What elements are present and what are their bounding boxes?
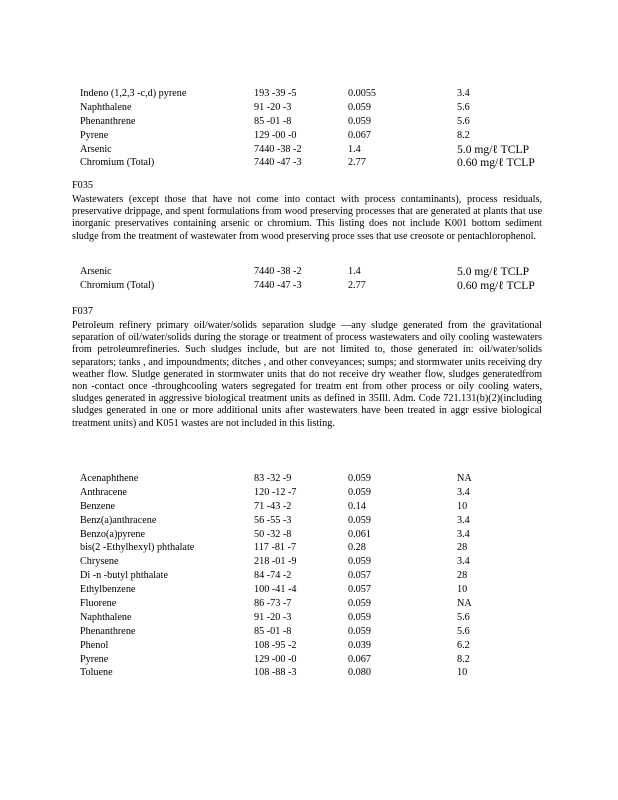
constituent-name: Phenanthrene	[80, 115, 136, 127]
wastewater-standard: 0.059	[348, 625, 371, 637]
f037-description: Petroleum refinery primary oil/water/solids separation sludge —any sludge generated from the gravitational separation of oil/water/solids during the storage or treatment of process wastewaters and oily cooling wastewaters from petroleumrefineries. Such sludges include, but are not limited to, those generated in: oil/water/solids separators; tanks , and impoundments; ditches , and other conveyances; sumps; and stormwater units receiving dry weather flow. Sludge generated in stormwater units that do not receive dry weather flow, sludges generatedfrom non -contact once -throughcooling waters segregated for treatm ent from other process or oily cooling waters, sludges generated in aggressive biological treatment units as defined in 35Ill. Adm. Code 721.131(b)(2)(including sludges generated in one or more additional units after wastewaters have been treated in aggr essive biological treatment units) and K051 wastes are not included in this listing.	[72, 320, 542, 429]
constituent-name: Ethylbenzene	[80, 584, 136, 596]
wastewater-standard: 0.059	[348, 473, 371, 484]
wastewater-standard: 0.061	[348, 528, 371, 540]
waste-code-f035: F035	[72, 180, 93, 191]
cas-number: 7440 -47 -3	[254, 157, 302, 169]
table-row	[80, 555, 550, 569]
cas-number: 83 -32 -9	[254, 473, 292, 484]
wastewater-standard: 0.067	[348, 129, 371, 141]
constituent-name: Naphthalene	[80, 611, 132, 623]
cas-number: 56 -55 -3	[254, 514, 292, 526]
cas-number: 7440 -38 -2	[254, 143, 302, 155]
cas-number: 193 -39 -5	[254, 88, 297, 99]
table-row	[80, 611, 550, 625]
wastewater-standard: 0.059	[348, 101, 371, 113]
wastewater-standard: 0.14	[348, 500, 366, 512]
table-row	[80, 87, 550, 101]
wastewater-standard: 1.4	[348, 143, 361, 155]
nonwastewater-standard: 5.6	[457, 611, 470, 623]
nonwastewater-standard: NA	[457, 473, 472, 484]
constituent-name: Benzene	[80, 500, 116, 512]
constituent-name: bis(2 -Ethylhexyl) phthalate	[80, 542, 195, 554]
table-row	[80, 569, 550, 583]
constituent-name: Naphthalene	[80, 101, 132, 113]
cas-number: 91 -20 -3	[254, 101, 292, 113]
nonwastewater-standard: 3.4	[457, 514, 470, 526]
nonwastewater-standard: 5.0 mg/ℓ TCLP	[457, 265, 530, 278]
table-row	[80, 265, 550, 279]
cas-number: 91 -20 -3	[254, 611, 292, 623]
wastewater-standard: 0.080	[348, 667, 371, 679]
constituent-name: Pyrene	[80, 129, 109, 141]
wastewater-standard: 0.059	[348, 115, 371, 127]
constituent-name: Anthracene	[80, 486, 127, 498]
wastewater-standard: 0.057	[348, 584, 371, 596]
table-row	[80, 472, 550, 486]
waste-code-f037: F037	[72, 306, 93, 317]
cas-number: 86 -73 -7	[254, 598, 292, 610]
constituent-name: Phenol	[80, 639, 109, 651]
constituent-name: Fluorene	[80, 598, 117, 610]
table-row	[80, 653, 550, 667]
constituent-name: Toluene	[80, 667, 113, 679]
table-row	[80, 115, 550, 129]
table-row	[80, 156, 550, 170]
constituent-name: Di -n -butyl phthalate	[80, 570, 168, 582]
nonwastewater-standard: 5.6	[457, 115, 470, 127]
nonwastewater-standard: 0.60 mg/ℓ TCLP	[457, 278, 535, 292]
cas-number: 218 -01 -9	[254, 556, 297, 568]
f035-description: Wastewaters (except those that have not come into contact with process contaminants), process residuals, preservative drippage, and spent formulations from wood preserving processes that are generated at plants that use inorganic preservatives containing arsenic or chromium. This listing does not include K001 bottom sediment sludge from the treatment of wastewater from wood preserving proce sses that use creosote or pentachlorophenol.	[72, 194, 542, 242]
table-row	[80, 639, 550, 653]
wastewater-standard: 0.057	[348, 570, 371, 582]
nonwastewater-standard: 10	[457, 584, 468, 596]
nonwastewater-standard: 5.6	[457, 101, 470, 113]
wastewater-standard: 0.067	[348, 653, 371, 665]
constituent-name: Indeno (1,2,3 -c,d) pyrene	[80, 88, 187, 99]
constituent-name: Acenaphthene	[80, 473, 139, 484]
nonwastewater-standard: NA	[457, 598, 472, 610]
cas-number: 129 -00 -0	[254, 653, 297, 665]
table-row	[80, 625, 550, 639]
table-row	[80, 129, 550, 143]
nonwastewater-standard: 3.4	[457, 528, 470, 540]
table-row	[80, 279, 550, 293]
nonwastewater-standard: 5.0 mg/ℓ TCLP	[457, 142, 530, 156]
wastewater-standard: 0.059	[348, 556, 371, 568]
table-row	[80, 528, 550, 542]
wastewater-standard: 0.059	[348, 486, 371, 498]
table-row	[80, 666, 550, 680]
constituent-name: Phenanthrene	[80, 625, 136, 637]
wastewater-standard: 2.77	[348, 279, 366, 291]
cas-number: 7440 -38 -2	[254, 266, 302, 277]
nonwastewater-standard: 10	[457, 500, 468, 512]
cas-number: 117 -81 -7	[254, 542, 297, 554]
wastewater-standard: 2.77	[348, 157, 366, 169]
cas-number: 50 -32 -8	[254, 528, 292, 540]
constituent-name: Arsenic	[80, 143, 112, 155]
constituent-name: Benzo(a)pyrene	[80, 528, 146, 540]
nonwastewater-standard: 28	[457, 542, 468, 554]
cas-number: 71 -43 -2	[254, 500, 292, 512]
constituent-name: Chromium (Total)	[80, 279, 155, 291]
cas-number: 108 -95 -2	[254, 639, 297, 651]
cas-number: 85 -01 -8	[254, 115, 292, 127]
constituent-name: Chromium (Total)	[80, 157, 155, 169]
wastewater-standard: 0.059	[348, 598, 371, 610]
table-row	[80, 500, 550, 514]
nonwastewater-standard: 28	[457, 570, 468, 582]
wastewater-standard: 0.059	[348, 514, 371, 526]
wastewater-standard: 1.4	[348, 266, 361, 277]
constituent-table-continued	[80, 87, 550, 170]
nonwastewater-standard: 0.60 mg/ℓ TCLP	[457, 156, 535, 170]
table-row	[80, 514, 550, 528]
cas-number: 7440 -47 -3	[254, 279, 302, 291]
f037-constituent-table	[80, 472, 550, 680]
wastewater-standard: 0.039	[348, 639, 371, 651]
constituent-name: Pyrene	[80, 653, 109, 665]
constituent-name: Chrysene	[80, 556, 119, 568]
cas-number: 129 -00 -0	[254, 129, 297, 141]
table-row	[80, 101, 550, 115]
constituent-name: Arsenic	[80, 266, 112, 277]
table-row	[80, 541, 550, 555]
cas-number: 108 -88 -3	[254, 667, 297, 679]
f035-constituent-table	[80, 265, 550, 293]
table-row	[80, 597, 550, 611]
constituent-name: Benz(a)anthracene	[80, 514, 157, 526]
nonwastewater-standard: 3.4	[457, 556, 470, 568]
cas-number: 120 -12 -7	[254, 486, 297, 498]
cas-number: 100 -41 -4	[254, 584, 297, 596]
table-row	[80, 486, 550, 500]
wastewater-standard: 0.28	[348, 542, 366, 554]
nonwastewater-standard: 5.6	[457, 625, 470, 637]
wastewater-standard: 0.0055	[348, 88, 377, 99]
nonwastewater-standard: 6.2	[457, 639, 470, 651]
nonwastewater-standard: 3.4	[457, 486, 470, 498]
cas-number: 84 -74 -2	[254, 570, 292, 582]
cas-number: 85 -01 -8	[254, 625, 292, 637]
nonwastewater-standard: 3.4	[457, 88, 470, 99]
table-row	[80, 143, 550, 157]
nonwastewater-standard: 8.2	[457, 129, 470, 141]
table-row	[80, 583, 550, 597]
nonwastewater-standard: 8.2	[457, 653, 470, 665]
wastewater-standard: 0.059	[348, 611, 371, 623]
nonwastewater-standard: 10	[457, 667, 468, 679]
